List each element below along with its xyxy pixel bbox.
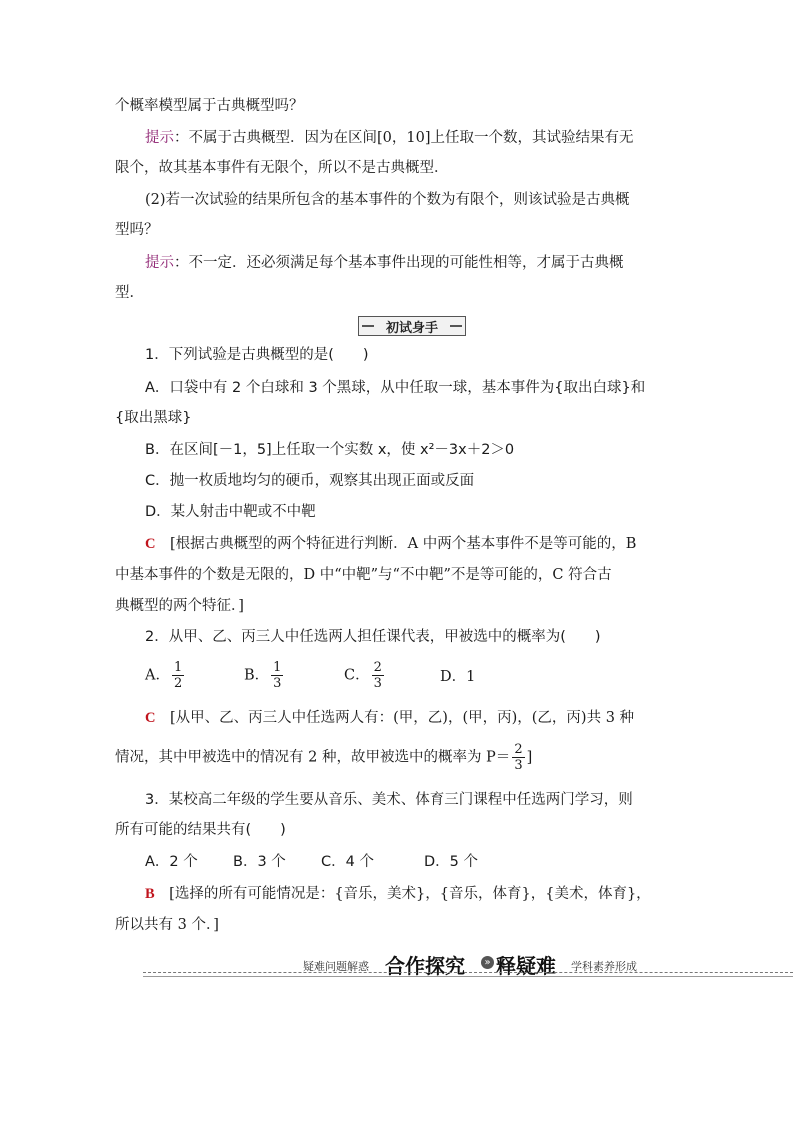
fraction-numerator: 1	[173, 660, 183, 675]
option-d: D．5 个	[424, 854, 478, 870]
fraction-denominator: 2	[173, 676, 183, 691]
fraction	[512, 742, 524, 773]
explanation-line: 所以共有 3 个．]	[115, 917, 219, 933]
double-chevron-icon: »	[481, 956, 494, 969]
fraction-numerator: 2	[373, 660, 382, 675]
text-line: 型吗？	[115, 222, 159, 238]
text-line: 个概率模型属于古典概型吗？	[115, 98, 304, 114]
option-d: D．某人射击中靶或不中靶	[145, 504, 316, 520]
explanation-line	[145, 534, 715, 554]
section-header-title: 合作探究	[385, 954, 465, 978]
option-c	[344, 660, 386, 691]
fraction-denominator: 3	[514, 758, 523, 773]
answer-letter: C	[145, 536, 156, 552]
section-banner	[358, 316, 466, 336]
fraction	[172, 660, 184, 691]
text-line: 限个，故其基本事件有无限个，所以不是古典概型．	[115, 160, 449, 176]
option-c: C．抛一枚质地均匀的硬币，观察其出现正面或反面	[145, 473, 475, 489]
explanation-text: 情况，其中甲被选中的情况有 2 种，故甲被选中的概率为 P＝	[115, 749, 511, 766]
question-stem: 2．从甲、乙、丙三人中任选两人担任课代表，甲被选中的概率为( )	[145, 629, 601, 645]
explanation-line: 中基本事件的个数是无限的，D 中“中靶”与“不中靶”不是等可能的，C 符合古	[115, 567, 612, 583]
option-a-cont: {取出黑球}	[115, 410, 192, 426]
divider	[143, 972, 793, 973]
fraction	[271, 660, 283, 691]
fraction-denominator: 3	[373, 676, 382, 691]
option-label: B．	[244, 667, 270, 684]
fraction-numerator: 2	[514, 742, 523, 757]
explanation-text: [选择的所有可能情况是：{音乐，美术}，{音乐，体育}，{美术，体育}，	[154, 886, 651, 902]
answer-letter: C	[145, 710, 156, 726]
explanation-text: [根据古典概型的两个特征进行判断．A 中两个基本事件不是等可能的，B	[155, 536, 637, 552]
option-d: D．1	[440, 669, 476, 685]
hint-label: 提示	[145, 130, 174, 146]
fraction-numerator: 1	[273, 660, 282, 675]
hint-text: ：不一定．还必须满足每个基本事件出现的可能性相等，才属于古典概	[174, 255, 624, 271]
fraction	[372, 660, 384, 691]
section-header-right: 学科素养形成	[571, 960, 637, 973]
explanation-line	[145, 708, 715, 728]
option-label: A．	[145, 667, 170, 684]
question-stem: 3．某校高二年级的学生要从音乐、美术、体育三门课程中任选两门学习，则	[145, 792, 633, 808]
section-banner-label: 初试身手	[385, 320, 438, 336]
question-stem-cont: 所有可能的结果共有( )	[115, 822, 286, 838]
section-header-left: 疑难问题解惑	[303, 960, 369, 973]
explanation-line	[145, 884, 715, 904]
explanation-line	[115, 742, 685, 773]
question-line: (2)若一次试验的结果所包含的基本事件的个数为有限个，则该试验是古典概	[145, 192, 630, 208]
text-line: 型．	[115, 285, 144, 301]
option-b: B．在区间[－1，5]上任取一个实数 x，使 x²－3x＋2＞0	[145, 442, 515, 458]
hint-text: ：不属于古典概型．因为在区间[0，10]上任取一个数，其试验结果有无	[174, 130, 634, 146]
option-b: B．3 个	[233, 854, 286, 870]
section-header-subtitle: 释疑难	[496, 954, 556, 978]
hint-label: 提示	[145, 255, 174, 271]
divider	[143, 976, 793, 977]
explanation-line: 典概型的两个特征．]	[115, 598, 244, 614]
answer-letter: B	[145, 886, 155, 902]
question-stem: 1．下列试验是古典概型的是( )	[145, 347, 369, 363]
option-a	[145, 660, 186, 691]
explanation-text: [从甲、乙、丙三人中任选两人有：(甲，乙)，(甲，丙)，(乙，丙)共 3 种	[155, 710, 635, 726]
explanation-text: ]	[526, 749, 533, 766]
option-a: A．2 个	[145, 854, 198, 870]
fraction-denominator: 3	[273, 676, 282, 691]
option-b	[244, 660, 285, 691]
option-label: C．	[344, 667, 370, 684]
hint-line	[145, 253, 715, 273]
hint-line	[145, 128, 715, 148]
option-a: A．口袋中有 2 个白球和 3 个黑球，从中任取一球，基本事件为{取出白球}和	[145, 380, 646, 396]
section-header	[143, 950, 793, 978]
option-c: C．4 个	[321, 854, 374, 870]
